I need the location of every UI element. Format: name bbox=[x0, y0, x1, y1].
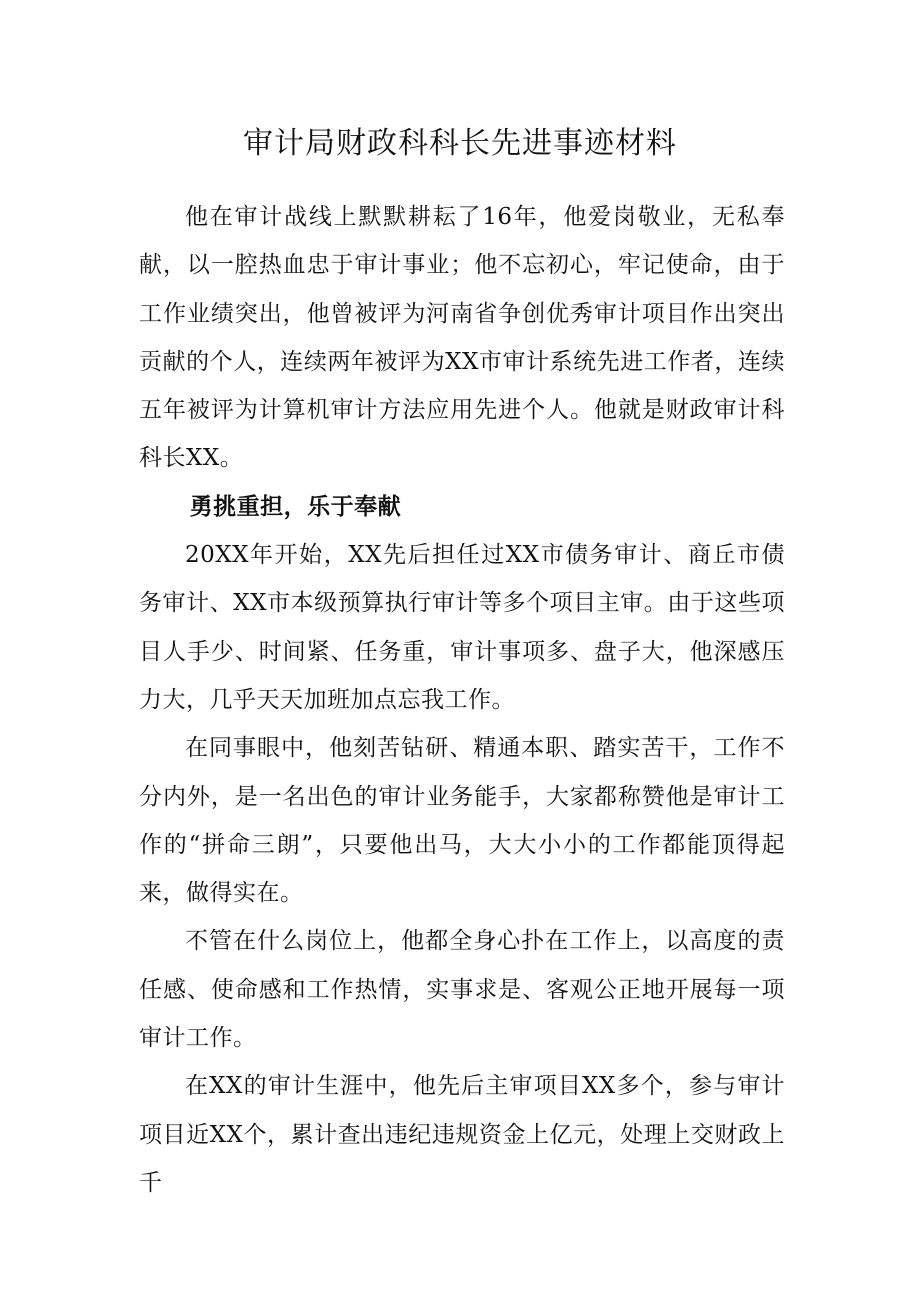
document-title: 审计局财政科科长先进事迹材料 bbox=[243, 126, 677, 161]
paragraph-intro: 他在审计战线上默默耕耘了16年，他爱岗敬业，无私奉献，以一腔热血忠于审计事业；他不忘初心，牢记使命，由于工作业绩突出，他曾被评为河南省争创优秀审计项目作出突出贡献的个人，连续两年被评为XX市审计系统先进工作者，连续五年被评为计算机审计方法应用先进个人。他就是财政审计科科长XX。 bbox=[139, 204, 785, 472]
paragraph-career: 在XX的审计生涯中，他先后主审项目XX多个，参与审计项目近XX个，累计查出违纪违规资金上亿元，处理上交财政上千 bbox=[139, 1073, 785, 1196]
paragraph-dedication: 不管在什么岗位上，他都全身心扑在工作上，以高度的责任感、使命感和工作热情，实事求是、客观公正地开展每一项审计工作。 bbox=[139, 928, 785, 1052]
section-heading: 勇挑重担，乐于奉献 bbox=[189, 493, 402, 520]
paragraph-colleagues: 在同事眼中，他刻苦钻研、精通本职、踏实苦干，工作不分内外，是一名出色的审计业务能手，大家都称赞他是审计工作的“拼命三朗”，只要他出马，大大小小的工作都能顶得起来，做得实在。 bbox=[139, 735, 785, 907]
document-body bbox=[139, 193, 785, 1207]
paragraph-projects: 20XX年开始，XX先后担任过XX市债务审计、商丘市债务审计、XX市本级预算执行审计等多个项目主审。由于这些项目人手少、时间紧、任务重，审计事项多、盘子大，他深感压力大，几乎天天加班加点忘我工作。 bbox=[139, 542, 785, 713]
